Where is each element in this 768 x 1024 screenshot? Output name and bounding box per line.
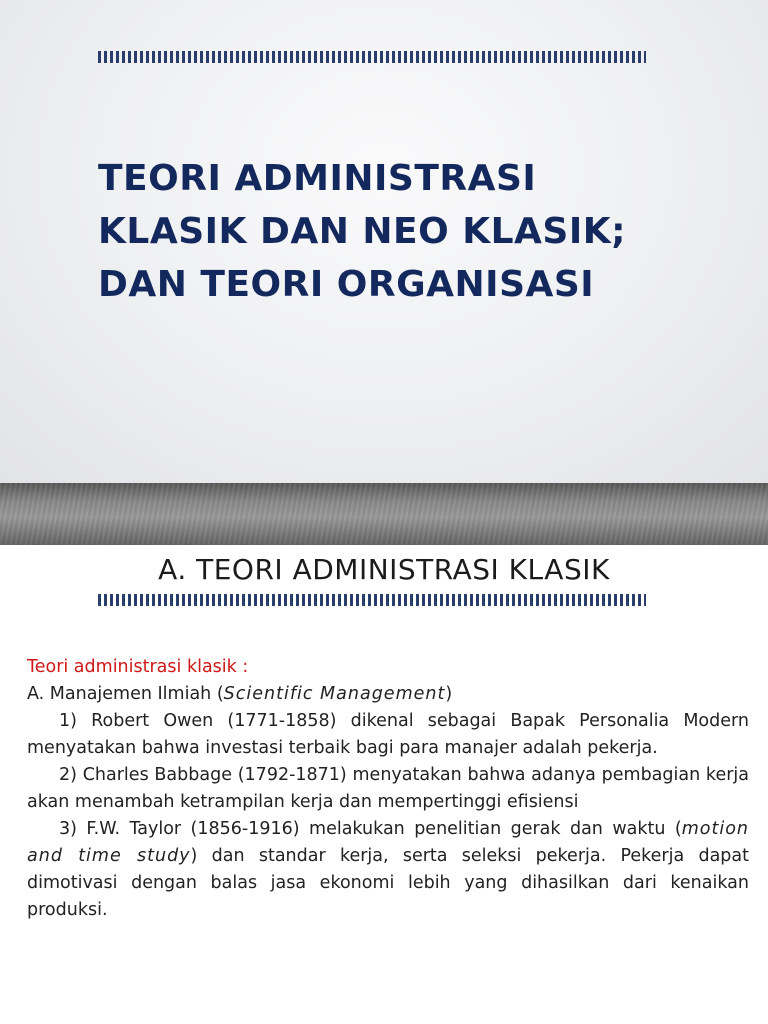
slide-title — [98, 152, 718, 311]
slide-body — [27, 654, 749, 924]
point-3-suffix: ) dan standar kerja, serta seleksi pekerja. Pekerja dapat dimotivasi dengan balas jasa ekonomi lebih yang dihasilkan dari kenaikan produksi. — [27, 846, 749, 920]
title-line-1: TEORI ADMINISTRASI — [98, 158, 537, 199]
item-a — [27, 681, 749, 708]
point-3-italic: motion and time study — [27, 819, 749, 866]
decorative-stripe-top — [98, 51, 646, 63]
item-a-suffix: ) — [445, 684, 453, 704]
item-a-prefix: A. Manajemen Ilmiah ( — [27, 684, 224, 704]
point-2: 2) Charles Babbage (1792-1871) menyatakan bahwa adanya pembagian kerja akan menambah ketrampilan kerja dan mempertinggi efisiensi — [27, 765, 749, 812]
slide-divider-band — [0, 483, 768, 545]
decorative-stripe-heading — [98, 594, 646, 606]
title-line-3: DAN TEORI ORGANISASI — [98, 264, 595, 305]
point-1: 1) Robert Owen (1771-1858) dikenal sebagai Bapak Personalia Modern menyatakan bahwa investasi terbaik bagi para manajer adalah pekerja. — [27, 711, 749, 758]
point-3-prefix: 3) F.W. Taylor (1856-1916) melakukan penelitian gerak dan waktu ( — [59, 819, 682, 839]
section-heading: A. TEORI ADMINISTRASI KLASIK — [158, 553, 610, 586]
point-3 — [27, 816, 749, 924]
item-a-italic: Scientific Management — [223, 684, 446, 704]
lead-text: Teori administrasi klasik : — [27, 657, 249, 677]
title-line-2: KLASIK DAN NEO KLASIK; — [98, 211, 627, 252]
